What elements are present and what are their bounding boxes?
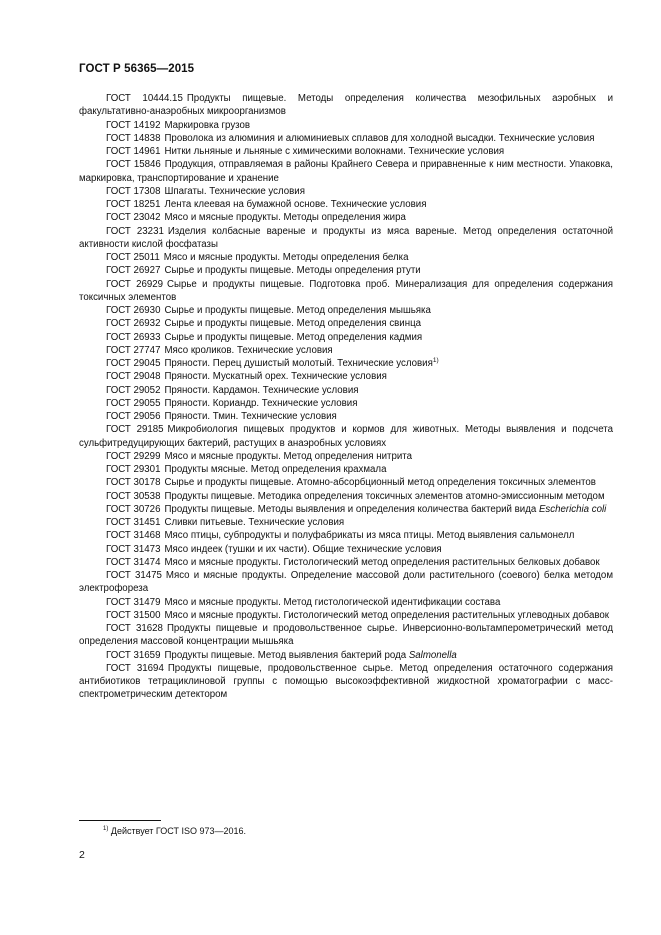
reference-code: ГОСТ 31474 <box>106 556 161 568</box>
reference-item <box>79 410 613 423</box>
reference-code: ГОСТ 14192 <box>106 119 161 131</box>
reference-item <box>79 198 613 211</box>
reference-item <box>79 490 613 503</box>
page-number: 2 <box>79 849 85 861</box>
reference-code: ГОСТ 26930 <box>106 305 161 316</box>
reference-code: ГОСТ 26932 <box>106 318 161 330</box>
reference-code: ГОСТ 31479 <box>106 596 161 608</box>
reference-title: Продукты пищевые. Методика определения токсичных элементов атомно-эмиссионным методом <box>164 490 605 502</box>
reference-title: Нитки льняные и льняные с химическими волокнами. Технические условия <box>164 146 505 157</box>
reference-item <box>79 251 613 264</box>
reference-item <box>79 132 613 145</box>
normative-references-list <box>79 92 613 702</box>
reference-item <box>79 304 613 317</box>
reference-title: Продукты пищевые. Методы выявления и определения количества бактерий вида <box>164 503 537 515</box>
reference-item <box>79 225 613 252</box>
reference-title: Продукты мясные. Метод определения крахмала <box>164 464 387 475</box>
reference-code: ГОСТ 15846 <box>106 159 161 171</box>
reference-title: Мясо индеек (тушки и их части). Общие технические условия <box>164 543 442 555</box>
reference-title: Сырье и продукты пищевые. Атомно-абсорбционный метод определения токсичных элементов <box>164 477 596 489</box>
reference-code: ГОСТ 29056 <box>106 411 161 422</box>
reference-item <box>79 145 613 158</box>
reference-code: ГОСТ 29301 <box>106 464 161 475</box>
reference-title: Пряности. Кориандр. Технические условия <box>164 397 358 409</box>
reference-item <box>79 622 613 649</box>
reference-item <box>79 516 613 529</box>
reference-item <box>79 317 613 330</box>
reference-code: ГОСТ 31473 <box>106 543 161 555</box>
reference-code: ГОСТ 30178 <box>106 477 161 489</box>
reference-title: Мясо птицы, субпродукты и полуфабрикаты из мяса птицы. Метод выявления сальмонелл <box>164 530 575 542</box>
reference-code: ГОСТ 26933 <box>106 331 161 343</box>
reference-item <box>79 357 613 370</box>
reference-item <box>79 503 613 516</box>
reference-species-name: Salmonella <box>408 649 457 661</box>
reference-item <box>79 596 613 609</box>
reference-code: ГОСТ 30726 <box>106 503 161 515</box>
reference-code: ГОСТ 31659 <box>106 649 161 661</box>
reference-title: Мясо и мясные продукты. Определение массовой доли растительного (соевого) белка методом электрофореза <box>79 570 613 595</box>
reference-code: ГОСТ 31694 <box>106 662 164 674</box>
reference-title: Пряности. Перец душистый молотый. Технические условия <box>164 358 433 369</box>
reference-item <box>79 370 613 383</box>
document-header: ГОСТ Р 56365—2015 <box>79 63 195 75</box>
reference-code: ГОСТ 27747 <box>106 344 161 356</box>
reference-title: Маркировка грузов <box>164 119 251 131</box>
reference-code: ГОСТ 29055 <box>106 397 161 409</box>
reference-title: Продукты пищевые. Методы определения количества мезофильных аэробных и факультативно-анаэробных микроорганизмов <box>79 93 613 118</box>
footnote-reference-mark: 1) <box>432 356 439 364</box>
reference-item <box>79 211 613 224</box>
reference-code: ГОСТ 30538 <box>106 490 161 502</box>
reference-title: Сырье и продукты пищевые. Методы определения ртути <box>164 265 421 277</box>
reference-code: ГОСТ 29048 <box>106 371 161 383</box>
reference-title: Пряности. Тмин. Технические условия <box>164 411 337 422</box>
reference-code: ГОСТ 18251 <box>106 199 161 210</box>
reference-code: ГОСТ 23231 <box>106 225 164 237</box>
reference-code: ГОСТ 14838 <box>106 132 161 144</box>
reference-title: Продукты пищевые, продовольственное сырье. Метод определения остаточного содержания антибиотиков тетрациклиновой группы с помощью высокоэффективной жидкостной хроматографии с масс-спектрометрическим детектором <box>79 662 613 701</box>
reference-title: Мясо и мясные продукты. Гистологический метод определения растительных белковых добавок <box>164 556 600 568</box>
reference-title: Продукты пищевые и продовольственное сырье. Инверсионно-вольтамперометрический метод определения массовой концентрации мышьяка <box>79 623 613 648</box>
reference-item <box>79 331 613 344</box>
reference-code: ГОСТ 10444.15 <box>106 93 183 104</box>
reference-code: ГОСТ 31475 <box>106 570 162 581</box>
reference-code: ГОСТ 31628 <box>106 623 163 634</box>
reference-code: ГОСТ 23042 <box>106 212 161 224</box>
reference-item <box>79 264 613 277</box>
reference-item <box>79 119 613 132</box>
reference-item <box>79 423 613 450</box>
reference-item <box>79 450 613 463</box>
reference-title: Лента клеевая на бумажной основе. Технические условия <box>164 199 427 210</box>
reference-title: Мясо кроликов. Технические условия <box>164 344 333 356</box>
reference-title: Мясо и мясные продукты. Методы определения жира <box>164 212 406 224</box>
reference-code: ГОСТ 14961 <box>106 146 161 157</box>
reference-item <box>79 397 613 410</box>
reference-title: Изделия колбасные вареные и продукты из мяса вареные. Метод определения остаточной активности кислой фосфатазы <box>79 225 613 250</box>
reference-item <box>79 543 613 556</box>
reference-species-name: Escherichia coli <box>538 503 607 515</box>
reference-item <box>79 556 613 569</box>
reference-code: ГОСТ 31500 <box>106 609 161 621</box>
reference-code: ГОСТ 31468 <box>106 530 161 542</box>
reference-code: ГОСТ 29299 <box>106 450 161 462</box>
reference-title: Продукты пищевые. Метод выявления бактерий рода <box>164 649 407 661</box>
reference-title: Сливки питьевые. Технические условия <box>164 517 345 528</box>
reference-item <box>79 158 613 185</box>
reference-title: Мясо и мясные продукты. Методы определения белка <box>163 252 409 263</box>
reference-title: Проволока из алюминия и алюминиевых сплавов для холодной высадки. Технические условия <box>164 132 595 144</box>
footnote-mark: 1) <box>103 826 109 832</box>
reference-item <box>79 609 613 622</box>
reference-item <box>79 529 613 542</box>
reference-code: ГОСТ 26927 <box>106 265 161 277</box>
reference-title: Сырье и продукты пищевые. Метод определения свинца <box>164 318 422 330</box>
reference-title: Мясо и мясные продукты. Метод определения нитрита <box>164 450 412 462</box>
reference-title: Мясо и мясные продукты. Гистологический метод определения растительных углеводных добавок <box>164 609 610 621</box>
reference-title: Шпагаты. Технические условия <box>164 185 305 197</box>
reference-item <box>79 92 613 119</box>
reference-code: ГОСТ 29045 <box>106 358 161 369</box>
reference-title: Мясо и мясные продукты. Метод гистологической идентификации состава <box>164 596 501 608</box>
footnote <box>103 826 246 836</box>
reference-item <box>79 463 613 476</box>
reference-code: ГОСТ 17308 <box>106 185 161 197</box>
reference-code: ГОСТ 29052 <box>106 384 161 396</box>
reference-item <box>79 384 613 397</box>
reference-title: Сырье и продукты пищевые. Метод определения мышьяка <box>164 305 431 316</box>
reference-item <box>79 278 613 305</box>
reference-code: ГОСТ 31451 <box>106 517 161 528</box>
reference-item <box>79 569 613 596</box>
reference-title: Продукция, отправляемая в районы Крайнего Севера и приравненные к ним местности. Упаковка, маркировка, транспортирование и хранение <box>79 159 613 184</box>
reference-code: ГОСТ 29185 <box>106 424 164 436</box>
reference-item <box>79 185 613 198</box>
footnote-separator <box>79 820 161 821</box>
reference-title: Сырье и продукты пищевые. Подготовка проб. Минерализация для определения содержания токсичных элементов <box>79 278 613 303</box>
reference-title: Пряности. Мускатный орех. Технические условия <box>164 371 387 383</box>
footnote-text: Действует ГОСТ ISO 973—2016. <box>110 826 247 836</box>
reference-item <box>79 649 613 662</box>
reference-title: Сырье и продукты пищевые. Метод определения кадмия <box>164 331 423 343</box>
reference-title: Микробиология пищевых продуктов и кормов для животных. Методы выявления и подсчета сульфитредуцирующих бактерий, растущих в анаэробных условиях <box>79 424 613 449</box>
reference-item <box>79 344 613 357</box>
reference-code: ГОСТ 25011 <box>106 252 160 263</box>
reference-title: Пряности. Кардамон. Технические условия <box>164 384 359 396</box>
reference-item <box>79 476 613 489</box>
reference-item <box>79 662 613 702</box>
reference-code: ГОСТ 26929 <box>106 278 164 290</box>
